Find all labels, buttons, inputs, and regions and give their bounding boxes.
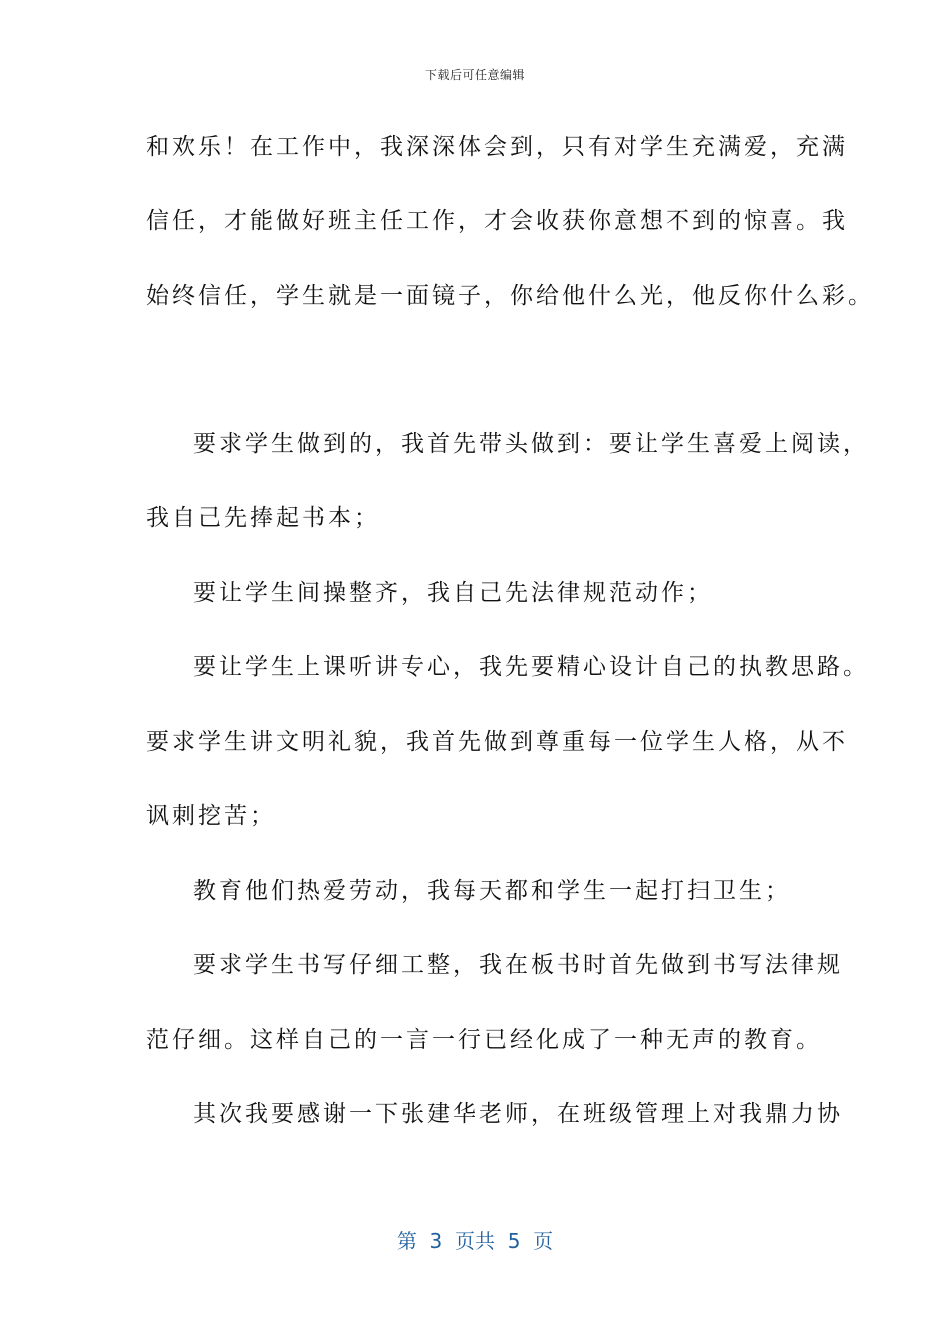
paragraph-line: 讽刺挖苦；: [146, 803, 276, 829]
paragraph-line: 始终信任，学生就是一面镜子，你给他什么光，他反你什么彩。: [146, 283, 874, 309]
paragraph-line: 要求学生做到的，我首先带头做到：要让学生喜爱上阅读，: [193, 431, 869, 457]
paragraph-line: 要求学生讲文明礼貌，我首先做到尊重每一位学生人格，从不: [146, 729, 848, 755]
paragraph-line: 范仔细。这样自己的一言一行已经化成了一种无声的教育。: [146, 1027, 822, 1053]
page-number: 第 3 页共 5 页: [396, 1229, 554, 1253]
paragraph-line: 要让学生上课听讲专心，我先要精心设计自己的执教思路。: [193, 654, 869, 680]
paragraph-line: 要求学生书写仔细工整，我在板书时首先做到书写法律规: [193, 952, 843, 978]
paragraph-line: 我自己先捧起书本；: [146, 505, 380, 531]
paragraph-line: 其次我要感谢一下张建华老师，在班级管理上对我鼎力协: [193, 1101, 843, 1127]
page-header: 下载后可任意编辑: [424, 68, 525, 82]
paragraph-line: 教育他们热爱劳动，我每天都和学生一起打扫卫生；: [193, 878, 791, 904]
paragraph-line: 信任，才能做好班主任工作，才会收获你意想不到的惊喜。我: [146, 208, 848, 234]
paragraph-line: 和欢乐！在工作中，我深深体会到，只有对学生充满爱，充满: [146, 134, 848, 160]
paragraph-line: 要让学生间操整齐，我自己先法律规范动作；: [193, 580, 713, 606]
